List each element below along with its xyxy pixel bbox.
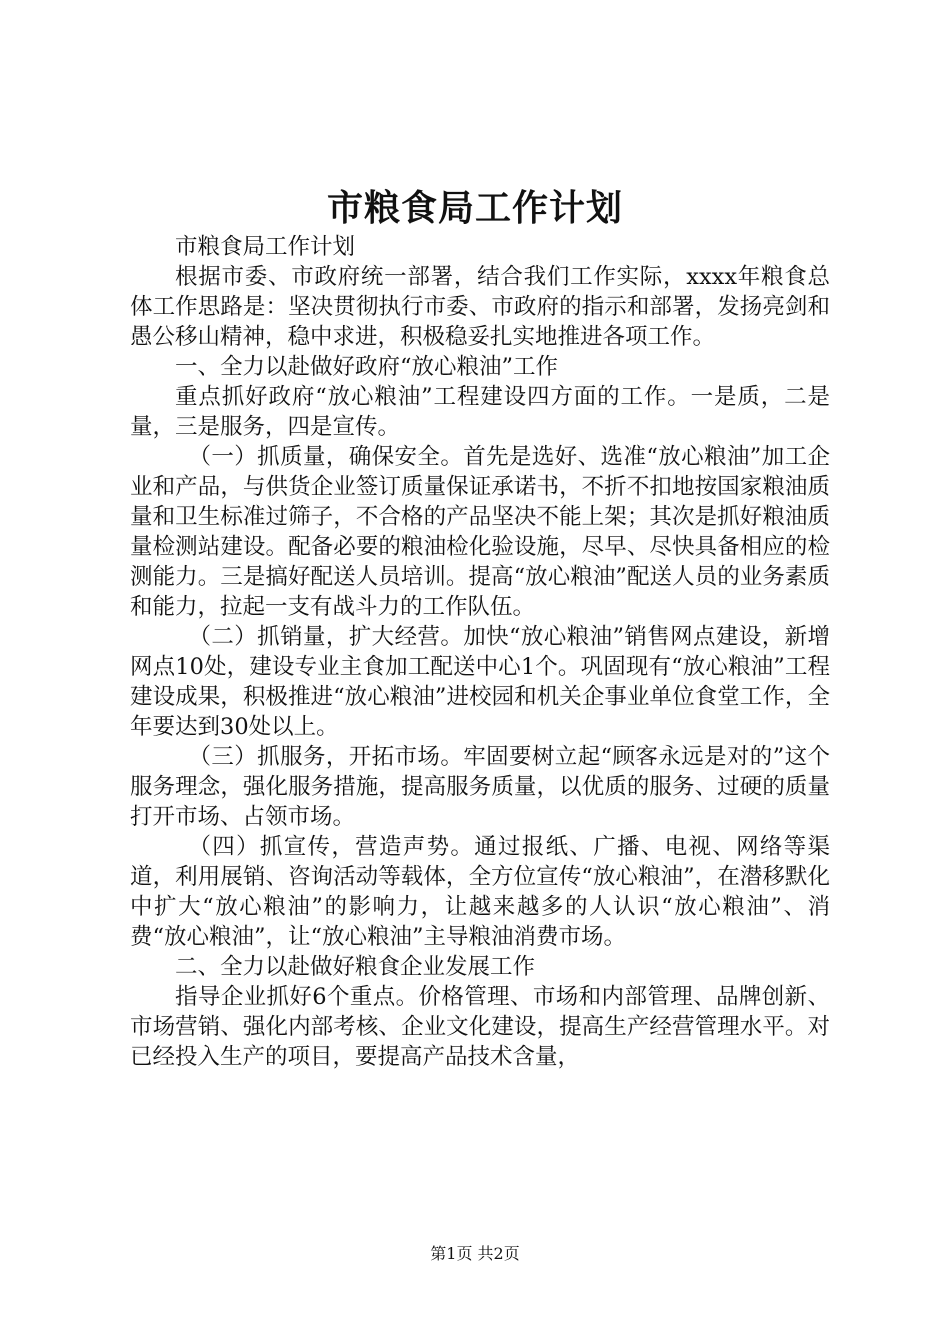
document-body — [130, 232, 830, 1072]
paragraph-heading-repeat: 市粮食局工作计划 — [175, 234, 356, 260]
paragraph-service: （三）抓服务，开拓市场。牢固要树立起“顾客永远是对的”这个服务理念，强化服务措施，提高服务质量，以优质的服务、过硬的质量打开市场、占领市场。 — [130, 744, 830, 830]
paragraph-publicity: （四）抓宣传，营造声势。通过报纸、广播、电视、网络等渠道，利用展销、咨询活动等载体，全方位宣传“放心粮油”，在潜移默化中扩大“放心粮油”的影响力，让越来越多的人认识“放心粮油”、消费“放心粮油”，让“放心粮油”主导粮油消费市场。 — [130, 834, 830, 950]
document-title: 市粮食局工作计划 — [326, 187, 623, 229]
page-footer: 第1页 共2页 — [430, 1244, 520, 1263]
section-heading-2: 二、全力以赴做好粮食企业发展工作 — [175, 954, 536, 980]
paragraph-enterprise: 指导企业抓好6个重点。价格管理、市场和内部管理、品牌创新、市场营销、强化内部考核、企业文化建设，提高生产经营管理水平。对已经投入生产的项目，要提高产品技术含量， — [130, 984, 830, 1070]
paragraph-sales: （二）抓销量，扩大经营。加快“放心粮油”销售网点建设，新增网点10处，建设专业主食加工配送中心1个。巩固现有“放心粮油”工程建设成果，积极推进“放心粮油”进校园和机关企事业单位食堂工作，全年要达到30处以上。 — [130, 624, 830, 740]
paragraph-quality: （一）抓质量，确保安全。首先是选好、选准“放心粮油”加工企业和产品，与供货企业签订质量保证承诺书，不折不扣地按国家粮油质量和卫生标准过筛子，不合格的产品坚决不能上架；其次是抓好粮油质量检测站建设。配备必要的粮油检化验设施，尽早、尽快具备相应的检测能力。三是搞好配送人员培训。提高“放心粮油”配送人员的业务素质和能力，拉起一支有战斗力的工作队伍。 — [130, 444, 830, 620]
paragraph-intro: 根据市委、市政府统一部署，结合我们工作实际，xxxx年粮食总体工作思路是：坚决贯彻执行市委、市政府的指示和部署，发扬亮剑和愚公移山精神，稳中求进，积极稳妥扎实地推进各项工作。 — [130, 264, 830, 350]
paragraph-section-1-summary: 重点抓好政府“放心粮油”工程建设四方面的工作。一是质，二是量，三是服务，四是宣传。 — [130, 384, 830, 440]
section-heading-1: 一、全力以赴做好政府“放心粮油”工作 — [175, 354, 559, 380]
